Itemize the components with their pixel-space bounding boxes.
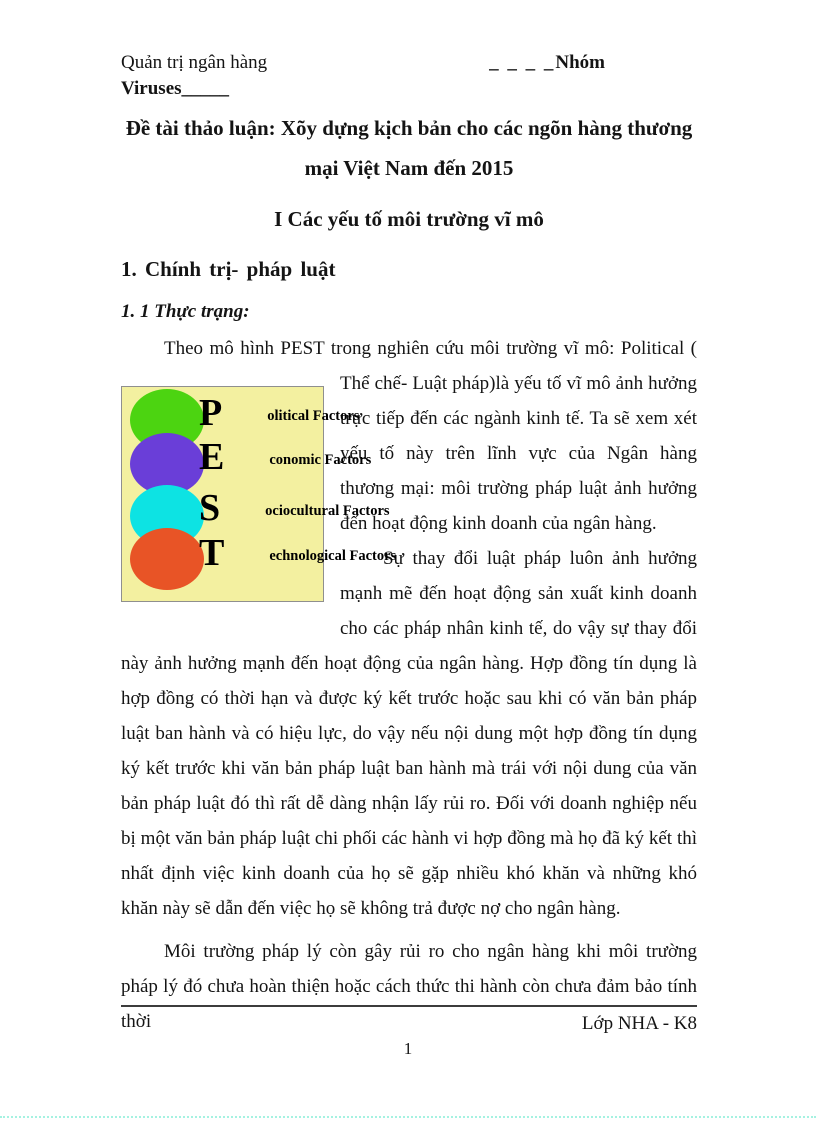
header-group-name: Viruses_____ [121,78,230,99]
pest-label: ociocultural Factors [265,503,390,519]
document-title-line2: mại Việt Nam đến 2015 [304,156,514,180]
header-group-label: Nhóm [555,52,605,73]
paragraph-1-text-before: Theo mô hình PEST trong nghiên cứu môi trường vĩ mô: Political ( [164,338,697,359]
section-heading: I Các yếu tố môi trường vĩ mô [274,207,544,231]
heading-1: 1. Chính trị- pháp luật [121,257,336,281]
pest-label: conomic Factors [269,452,372,468]
paragraph-3: Môi trường pháp lý còn gây rủi ro cho ngân hàng khi môi trường pháp lý đó chưa hoàn thiện hoặc cách thức thi hành còn chưa đảm bảo tính thời [121,941,697,1032]
pest-letter: T [199,532,225,574]
pest-label: olitical Factors [267,408,360,424]
footer-divider [121,1005,697,1007]
footer-class-label: Lớp NHA - K8 [581,1013,697,1034]
pest-letter: S [199,487,221,529]
header-group [489,50,697,76]
header-group-dashes: _ _ _ _ [489,52,556,73]
document-title-line1: Đề tài thảo luận: Xõy dựng kịch bản cho các ngõn hàng thương [125,116,693,140]
footer-page-number: 1 [403,1039,413,1058]
page-content [121,50,697,1039]
pest-letter: E [199,436,225,478]
pest-diagram [121,386,397,602]
page-bottom-dotted-line [0,1116,816,1118]
paragraph-1-text-after: Thể chế- Luật pháp)là yếu tố vĩ mô ảnh hưởng trực tiếp đến các ngành kinh tế. Ta sẽ xem xét yếu tố này trên lĩnh vực của Ngân hàng thương mại: môi trường pháp luật ảnh hưởng đến hoạt động kinh doanh của ngân hàng. [340,373,697,534]
header-course-title: Quản trị ngân hàng [121,52,268,73]
pest-text-row [156,533,396,573]
pest-text-row [156,437,371,477]
heading-1-1: 1. 1 Thực trạng: [121,301,250,322]
paragraph-2: Sự thay đổi luật pháp luôn ảnh hưởng mạnh mẽ đến hoạt động sản xuất kinh doanh cho các pháp nhân kinh tế, do vậy sự thay đổi này ảnh hưởng mạnh đến hoạt động của ngân hàng. Hợp đồng tín dụng là hợp đồng có thời hạn và được ký kết trước hoặc sau khi có văn bản pháp luật ban hành và có hiệu lực, do vậy nếu nội dung một hợp đồng tín dụng ký kết trước khi văn bản pháp luật ban hành mà trái với nội dung của văn bản pháp luật đó thì rất dễ dàng nhận lấy rủi ro. Đối với doanh nghiệp nếu bị một văn bản pháp luật chi phối các hành vi hợp đồng mà họ đã ký kết thì nhất định việc kinh doanh của họ sẽ gặp nhiều khó khăn và những khó khăn này sẽ dẫn đến việc họ sẽ không trả được nợ cho ngân hàng. [121,548,697,919]
pest-text-row [156,488,390,528]
pest-text-row [156,393,359,433]
pest-label: echnological Factors [269,548,397,564]
pest-letter: P [199,392,223,434]
document-title [121,108,697,188]
page-header [121,50,697,76]
paragraph-1 [121,331,697,574]
